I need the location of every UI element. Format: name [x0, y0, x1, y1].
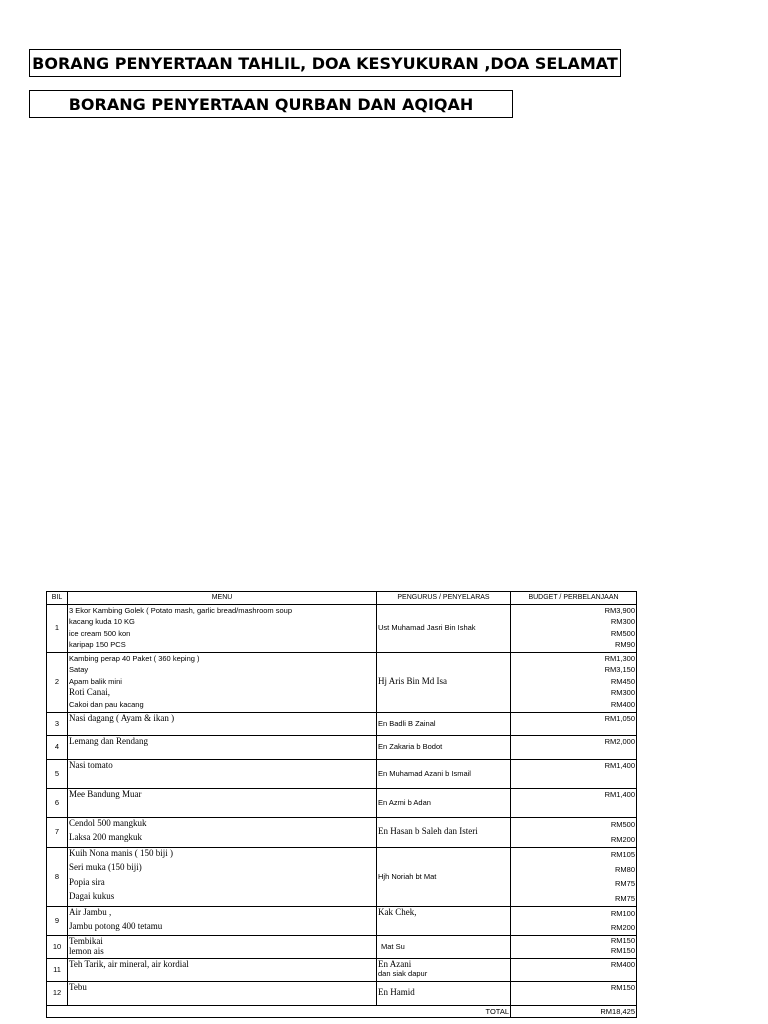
table-row [47, 847, 637, 906]
budget-value: RM1,050 [604, 713, 635, 723]
budget-cell [511, 735, 637, 759]
pengurus-cell: En Muhamad Azani b Ismail [377, 759, 511, 788]
header-pengurus: PENGURUS / PENYELARAS [377, 592, 511, 605]
header-bil: BIL [47, 592, 68, 605]
menu-item: Nasi tomato [69, 759, 113, 770]
budget-value: RM90 [614, 640, 635, 649]
pengurus-cell: En Badli B Zainal [377, 712, 511, 735]
budget-value: RM3,150 [604, 665, 635, 674]
budget-value: RM105 [610, 850, 635, 859]
menu-item: Apam balik mini [69, 676, 122, 686]
total-value: RM18,425 [511, 1005, 637, 1018]
menu-cell [68, 981, 377, 1005]
budget-value: RM1,300 [604, 653, 635, 663]
pengurus-cell: Hj Aris Bin Md Isa [377, 652, 511, 712]
budget-value: RM300 [610, 617, 635, 626]
menu-item: Nasi dagang ( Ayam & ikan ) [69, 712, 175, 723]
budget-cell [511, 604, 637, 652]
budget-value: RM150 [610, 982, 635, 992]
form-title-qurban: BORANG PENYERTAAN QURBAN DAN AQIQAH [29, 90, 513, 118]
row-number: 2 [47, 652, 68, 712]
menu-cell [68, 604, 377, 652]
budget-value: RM1,400 [604, 789, 635, 799]
menu-item: Teh Tarik, air mineral, air kordial [69, 958, 189, 969]
budget-cell [511, 981, 637, 1005]
table-row [47, 604, 637, 652]
menu-item: Air Jambu , [69, 906, 112, 917]
row-number: 6 [47, 788, 68, 817]
budget-cell [511, 906, 637, 935]
row-number: 10 [47, 935, 68, 958]
total-blank [47, 1005, 68, 1018]
budget-value: RM450 [610, 676, 635, 686]
menu-item: Tebu [69, 981, 87, 992]
menu-item: Roti Canai, [69, 687, 110, 697]
row-number: 5 [47, 759, 68, 788]
pengurus-cell [377, 958, 511, 981]
table-row [47, 652, 637, 712]
budget-value: RM150 [610, 935, 635, 945]
pengurus-cell: En Hasan b Saleh dan Isteri [377, 817, 511, 847]
menu-item: Jambu potong 400 tetamu [69, 921, 163, 931]
menu-item: Kambing perap 40 Paket ( 360 keping ) [69, 653, 200, 663]
table-row [47, 981, 637, 1005]
table-header-row [47, 592, 637, 605]
menu-cell [68, 817, 377, 847]
menu-item: Cendol 500 mangkuk [69, 817, 147, 828]
budget-value: RM75 [614, 879, 635, 888]
menu-cell [68, 958, 377, 981]
table-row [47, 958, 637, 981]
budget-cell [511, 935, 637, 958]
pengurus-cell: En Azmi b Adan [377, 788, 511, 817]
total-row [47, 1005, 637, 1018]
pengurus-cell: En Zakaria b Bodot [377, 735, 511, 759]
table-row [47, 759, 637, 788]
menu-cell [68, 652, 377, 712]
budget-value: RM500 [610, 820, 635, 829]
budget-value: RM2,000 [604, 736, 635, 746]
table-row [47, 906, 637, 935]
menu-cell [68, 712, 377, 735]
menu-item: ice cream 500 kon [69, 628, 131, 638]
menu-item: Lemang dan Rendang [69, 735, 148, 746]
total-blank [68, 1005, 377, 1018]
budget-cell [511, 958, 637, 981]
pengurus-cell: Kak Chek, [377, 906, 511, 935]
menu-item: Tembikai [69, 935, 103, 946]
menu-cell [68, 759, 377, 788]
menu-item: 3 Ekor Kambing Golek ( Potato mash, garlic bread/mashroom soup [69, 605, 293, 615]
menu-item: lemon ais [69, 945, 104, 956]
budget-value: RM75 [614, 893, 635, 903]
budget-value: RM400 [610, 699, 635, 709]
budget-value: RM500 [610, 628, 635, 638]
menu-item: kacang kuda 10 KG [69, 617, 135, 626]
budget-value: RM150 [610, 945, 635, 955]
menu-item: karipap 150 PCS [69, 640, 126, 649]
table-row [47, 817, 637, 847]
menu-cell [68, 906, 377, 935]
pengurus-cell: Hjh Noriah bt Mat [377, 847, 511, 906]
table-row [47, 935, 637, 958]
header-budget: BUDGET / PERBELANJAAN [511, 592, 637, 605]
pengurus-cell: En Hamid [377, 981, 511, 1005]
table-row [47, 788, 637, 817]
budget-value: RM400 [610, 959, 635, 969]
budget-cell [511, 712, 637, 735]
row-number: 9 [47, 906, 68, 935]
budget-cell [511, 817, 637, 847]
budget-value: RM100 [610, 908, 635, 918]
budget-value: RM200 [610, 923, 635, 932]
menu-cell [68, 735, 377, 759]
menu-item: Satay [69, 665, 89, 674]
row-number: 4 [47, 735, 68, 759]
menu-cell [68, 935, 377, 958]
table-row [47, 712, 637, 735]
row-number: 7 [47, 817, 68, 847]
budget-value: RM80 [614, 864, 635, 874]
pengurus-name: En Azani [378, 958, 412, 969]
budget-value: RM3,900 [604, 605, 635, 615]
row-number: 8 [47, 847, 68, 906]
row-number: 1 [47, 604, 68, 652]
budget-cell [511, 788, 637, 817]
budget-value: RM300 [610, 688, 635, 697]
menu-item: Mee Bandung Muar [69, 788, 142, 799]
total-label: TOTAL [377, 1005, 511, 1018]
table-row [47, 735, 637, 759]
menu-item: Kuih Nona manis ( 150 biji ) [69, 847, 173, 858]
menu-item: Seri muka (150 biji) [69, 862, 142, 872]
budget-value: RM1,400 [604, 760, 635, 770]
pengurus-cell: Ust Muhamad Jasri Bin Ishak [377, 604, 511, 652]
menu-item: Dagai kukus [69, 891, 115, 901]
form-title-tahlil: BORANG PENYERTAAN TAHLIL, DOA KESYUKURAN ,DOA SELAMAT [29, 49, 621, 77]
pengurus-cell: Mat Su [377, 935, 511, 958]
row-number: 11 [47, 958, 68, 981]
menu-item: Laksa 200 mangkuk [69, 832, 142, 842]
budget-cell [511, 847, 637, 906]
menu-item: Popia sira [69, 876, 105, 887]
row-number: 3 [47, 712, 68, 735]
menu-budget-table [46, 591, 637, 1018]
menu-item: Cakoi dan pau kacang [69, 699, 144, 709]
menu-cell [68, 788, 377, 817]
budget-value: RM200 [610, 834, 635, 844]
row-number: 12 [47, 981, 68, 1005]
header-menu: MENU [68, 592, 377, 605]
budget-cell [511, 652, 637, 712]
budget-cell [511, 759, 637, 788]
menu-cell [68, 847, 377, 906]
pengurus-note: dan siak dapur [378, 968, 428, 978]
